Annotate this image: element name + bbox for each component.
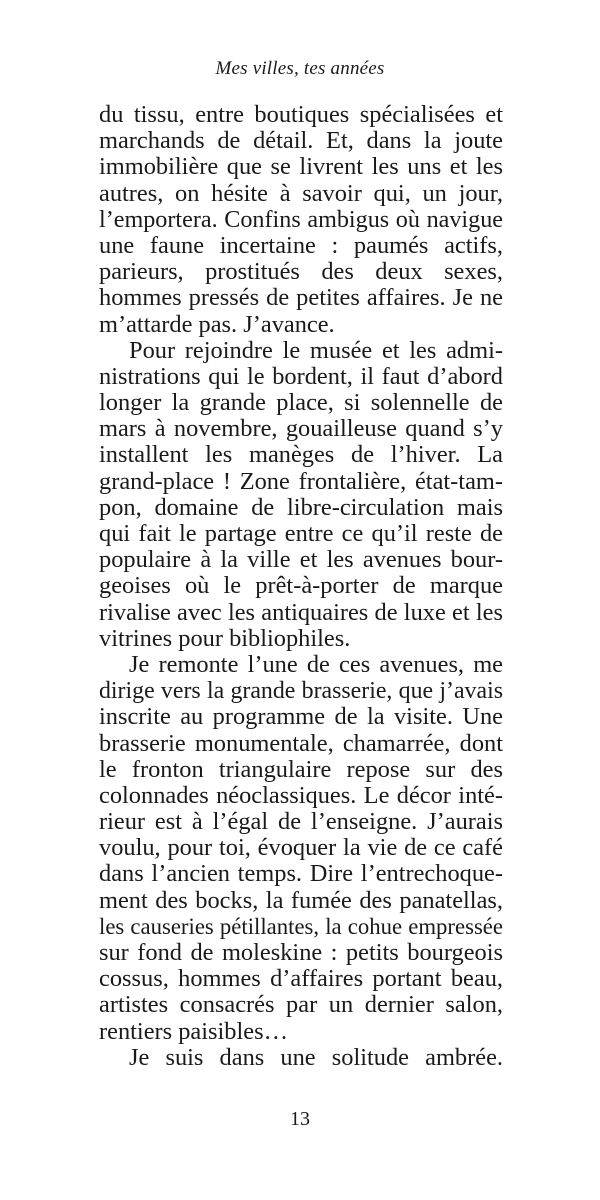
text-line: Je remonte l’une de ces avenues, me (129, 650, 503, 678)
text-line: mars à novembre, gouailleuse quand s’y (99, 415, 503, 443)
text-line: rentiers paisibles… (99, 1017, 288, 1045)
text-line: grand-place ! Zone frontalière, état-tam- (99, 467, 503, 495)
text-line: le fronton triangulaire repose sur des (99, 755, 503, 783)
text-line: Je suis dans une solitude ambrée. (129, 1043, 503, 1071)
text-line: immobilière que se livrent les uns et les (99, 153, 503, 181)
text-line: Pour rejoindre le musée et les admi- (129, 336, 503, 364)
text-line: les causeries pétillantes, la cohue empressée (99, 913, 503, 939)
running-head: Mes villes, tes années (215, 58, 385, 79)
text-line: pon, domaine de libre-circulation mais (99, 493, 503, 521)
text-line: une faune incertaine : paumés actifs, (99, 231, 503, 259)
text-line: hommes pressés de petites affaires. Je ne (99, 284, 503, 312)
text-line: parieurs, prostitués des deux sexes, (99, 258, 503, 286)
text-line: longer la grande place, si solennelle de (99, 389, 503, 417)
text-line: populaire à la ville et les avenues bour- (99, 546, 503, 574)
text-line: artistes consacrés par un dernier salon, (99, 991, 503, 1019)
text-line: l’emportera. Confins ambigus où navigue (99, 205, 503, 233)
text-line: brasserie monumentale, chamarrée, dont (99, 729, 503, 757)
text-line: rieur est à l’égal de l’enseigne. J’aurais (99, 808, 503, 836)
text-line: du tissu, entre boutiques spécialisées et (99, 101, 503, 128)
text-line: vitrines pour bibliophiles. (99, 624, 351, 652)
text-line: voulu, pour toi, évoquer la vie de ce café (99, 834, 503, 862)
text-line: marchands de détail. Et, dans la joute (99, 127, 503, 155)
text-line: nistrations qui le bordent, il faut d’abord (99, 362, 503, 390)
page-number: 13 (290, 1108, 310, 1130)
text-line: autres, on hésite à savoir qui, un jour, (99, 179, 503, 207)
text-line: ment des bocks, la fumée des panatellas, (99, 886, 503, 914)
text-line: rivalise avec les antiquaires de luxe et les (99, 598, 503, 626)
text-line: installent les manèges de l’hiver. La (99, 441, 503, 469)
text-line: qui fait le partage entre ce qu’il reste de (99, 520, 503, 547)
text-line: cossus, hommes d’affaires portant beau, (99, 965, 503, 993)
body-text (99, 102, 503, 1071)
text-line: geoises où le prêt-à-porter de marque (99, 572, 503, 600)
text-line: inscrite au programme de la visite. Une (99, 703, 503, 731)
text-line: dirige vers la grande brasserie, que j’avais (99, 678, 503, 705)
text-line: colonnades néoclassiques. Le décor inté- (99, 781, 503, 809)
text-line: m’attarde pas. J’avance. (99, 310, 335, 338)
text-line: sur fond de moleskine : petits bourgeois (99, 939, 503, 966)
text-line: dans l’ancien temps. Dire l’entrechoque- (99, 860, 503, 888)
